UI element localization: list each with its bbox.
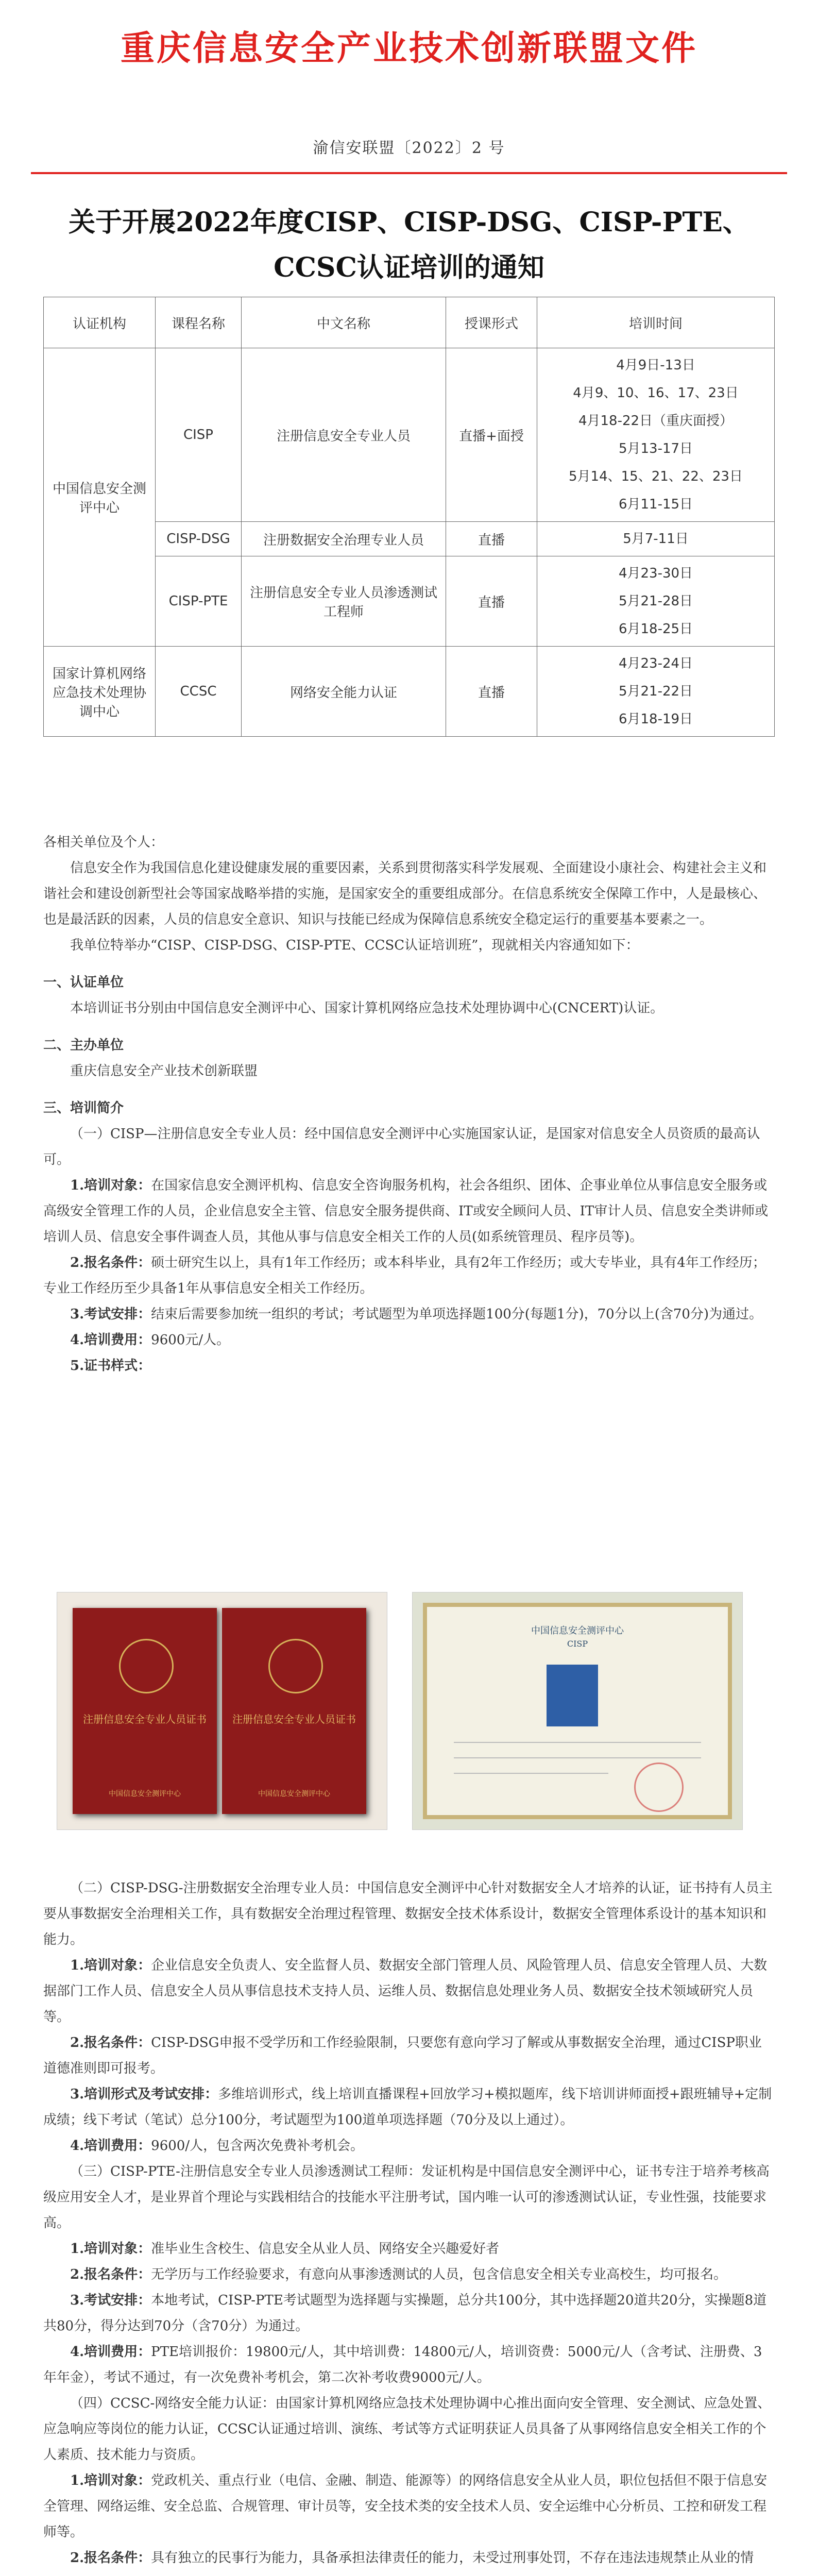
header-org: 重庆信息安全产业技术创新联盟文件	[121, 28, 697, 68]
th-org: 认证机构	[44, 297, 156, 348]
title-line-2: CCSC认证培训的通知	[274, 252, 544, 283]
th-course: 课程名称	[156, 297, 242, 348]
cell-course: CISP-DSG	[156, 522, 242, 556]
cell-mode: 直播	[446, 647, 537, 737]
list-item: 2.报名条件：具有独立的民事行为能力，具备承担法律责任的能力，未受过刑事处罚，不存在违法违规禁止从业的情	[70, 2550, 754, 2566]
cert-left-text: 注册信息安全专业人员证书	[83, 1713, 207, 1725]
cell-name: 网络安全能力认证	[242, 647, 446, 737]
time-item: 5月13-17日	[618, 441, 693, 456]
intro-paragraph-2: 我单位特举办“CISP、CISP-DSG、CISP-PTE、CCSC认证培训班”，现就相关内容通知如下：	[70, 938, 639, 953]
list-item: 3.考试安排：结束后需要参加统一组织的考试；考试题型为单项选择题100分(每题1分)，70分以上(含70分)为通过。	[70, 1307, 763, 1322]
list-item: 2.报名条件：无学历与工作经验要求，有意向从事渗透测试的人员，包含信息安全相关专业高校生，均可报名。	[70, 2267, 727, 2282]
list-item: 1.培训对象：准毕业生含校生、信息安全从业人员、网络安全兴趣爱好者	[70, 2241, 500, 2257]
cisp-certificate-booklets	[57, 1592, 387, 1830]
cert-org: 中国信息安全测评中心	[258, 1790, 330, 1798]
time-item: 4月9日-13日	[616, 358, 695, 373]
body-section-2	[43, 1875, 775, 2576]
dsg-intro: （二）CISP-DSG-注册数据安全治理专业人员：中国信息安全测评中心针对数据安全人才培养的认证，证书持有人员主要从事数据安全治理相关工作，具有数据安全治理过程管理、数据安全技术体系设计，数据安全管理体系设计的基本知识和能力。	[43, 1880, 773, 1947]
section-title: 三、培训简介	[43, 1100, 124, 1116]
th-time: 培训时间	[537, 297, 775, 348]
section-title: 二、主办单位	[43, 1038, 124, 1053]
schedule-table	[43, 297, 775, 737]
doc-number: 渝信安联盟〔2022〕2 号	[313, 139, 505, 157]
list-item: 2.报名条件：CISP-DSG申报不受学历和工作经验限制，只要您有意向学习了解或从事数据安全治理，通过CISP职业道德准则即可报考。	[43, 2035, 762, 2076]
cell-times	[537, 522, 775, 556]
list-item: 4.培训费用：PTE培训报价：19800元/人，其中培训费：14800元/人，培训资费：5000元/人（含考试、注册费、3年年金），考试不通过，有一次免费补考机会，第二次补考收费9000元/人。	[43, 2344, 762, 2385]
pte-intro: （三）CISP-PTE-注册信息安全专业人员渗透测试工程师：发证机构是中国信息安全测评中心，证书专注于培养考核高级应用安全人才，是业界首个理论与实践相结合的技能水平注册考试，国内唯一认可的渗透测试认证，专业性强，技能要求高。	[43, 2164, 770, 2231]
intro-paragraph: 信息安全作为我国信息化建设健康发展的重要因素，关系到贯彻落实科学发展观、全面建设小康社会、构建社会主义和谐社会和建设创新型社会等国家战略举措的实施，是国家安全的重要组成部分。在信息系统安全保障工作中，人是最核心、也是最活跃的因素，人员的信息安全意识、知识与技能已经成为保障信息系统安全稳定运行的重要基本要素之一。	[43, 860, 767, 927]
cert-sub: CISP	[567, 1639, 588, 1649]
cell-mode: 直播	[446, 522, 537, 556]
cisp-certificate-page	[412, 1592, 743, 1830]
time-item: 5月21-22日	[618, 684, 693, 699]
list-item: 3.培训形式及考试安排：多维培训形式，线上培训直播课程+回放学习+模拟题库，线下培训讲师面授+跟班辅导+定制成绩；线下考试（笔试）总分100分，考试题型为100道单项选择题（70分及以上通过）。	[43, 2087, 772, 2128]
cert-photo	[547, 1665, 598, 1726]
cert-title: 中国信息安全测评中心	[531, 1625, 624, 1636]
cell-name: 注册数据安全治理专业人员	[242, 522, 446, 556]
th-mode: 授课形式	[446, 297, 537, 348]
page-title	[0, 200, 818, 291]
table-row	[44, 348, 775, 522]
time-item: 4月9、10、16、17、23日	[573, 385, 739, 401]
cell-course: CCSC	[156, 647, 242, 737]
cell-org-1: 中国信息安全测评中心	[44, 348, 156, 647]
section-title: 一、认证单位	[43, 975, 124, 990]
greeting: 各相关单位及个人：	[43, 835, 164, 850]
list-item: 1.培训对象：在国家信息安全测评机构、信息安全咨询服务机构，社会各组织、团体、企事业单位从事信息安全服务或高级安全管理工作的人员，企业信息安全主管、信息安全服务提供商、IT或安全顾问人员、IT审计人员、信息安全类讲师或培训人员、信息安全事件调查人员，其他从事与信息安全相关工作的人员(如系统管理员、程序员等)。	[43, 1178, 769, 1245]
cell-times	[537, 348, 775, 522]
list-item: 4.培训费用：9600元/人。	[70, 1332, 230, 1348]
time-item: 6月18-19日	[618, 711, 693, 727]
time-item: 5月14、15、21、22、23日	[569, 469, 743, 484]
th-name: 中文名称	[242, 297, 446, 348]
cert-org: 中国信息安全测评中心	[109, 1790, 181, 1798]
list-item: 4.培训费用：9600/人，包含两次免费补考机会。	[70, 2138, 364, 2154]
table-header-row	[44, 297, 775, 348]
cell-org-2: 国家计算机网络应急技术处理协调中心	[44, 647, 156, 737]
body-section-1	[43, 829, 775, 1379]
time-item: 6月18-25日	[618, 621, 693, 637]
cell-times	[537, 556, 775, 647]
cell-name: 注册信息安全专业人员	[242, 348, 446, 522]
cell-mode: 直播	[446, 556, 537, 647]
section-text: 重庆信息安全产业技术创新联盟	[70, 1063, 258, 1079]
list-item: 1.培训对象：党政机关、重点行业（电信、金融、制造、能源等）的网络信息安全从业人员，职位包括但不限于信息安全管理、网络运维、安全总监、合规管理、审计员等，安全技术类的安全技术人员、安全运维中心分析员、工控和研发工程师等。	[43, 2473, 768, 2540]
title-line-1: 关于开展2022年度CISP、CISP-DSG、CISP-PTE、	[69, 207, 749, 238]
list-item: 3.考试安排：本地考试，CISP-PTE考试题型为选择题与实操题，总分共100分，其中选择题20道共20分，实操题8道共80分，得分达到70分（含70分）为通过。	[43, 2293, 767, 2334]
cell-course: CISP	[156, 348, 242, 522]
seal-icon	[634, 1762, 684, 1812]
cisp-intro: （一）CISP—注册信息安全专业人员：经中国信息安全测评中心实施国家认证，是国家对信息安全人员资质的最高认可。	[43, 1126, 760, 1167]
cell-mode: 直播+面授	[446, 348, 537, 522]
list-item: 2.报名条件：硕士研究生以上，具有1年工作经历；或本科毕业，具有2年工作经历；或大专毕业，具有4年工作经历；专业工作经历至少具备1年从事信息安全相关工作经历。	[43, 1255, 766, 1296]
cell-times	[537, 647, 775, 737]
time-item: 4月23-30日	[618, 566, 693, 581]
header-divider	[31, 172, 787, 174]
cell-name: 注册信息安全专业人员渗透测试工程师	[242, 556, 446, 647]
time-item: 5月21-28日	[618, 594, 693, 609]
time-item: 4月18-22日（重庆面授）	[578, 413, 734, 429]
cert-right-text: 注册信息安全专业人员证书	[232, 1713, 356, 1725]
time-item: 5月7-11日	[623, 531, 689, 547]
time-item: 4月23-24日	[618, 656, 693, 671]
ccsc-intro: （四）CCSC-网络安全能力认证：由国家计算机网络应急技术处理协调中心推出面向安全管理、安全测试、应急处置、应急响应等岗位的能力认证，CCSC认证通过培训、演练、考试等方式证明获证人员具备了从事网络信息安全相关工作的个人素质、技术能力与资质。	[43, 2396, 771, 2463]
list-item: 5.证书样式：	[70, 1358, 151, 1374]
table-row	[44, 647, 775, 737]
section-text: 本培训证书分别由中国信息安全测评中心、国家计算机网络应急技术处理协调中心(CNCERT)认证。	[70, 1001, 664, 1016]
list-item: 1.培训对象：企业信息安全负责人、安全监督人员、数据安全部门管理人员、风险管理人员、信息安全管理人员、大数据部门工作人员、信息安全人员从事信息技术支持人员、运维人员、数据信息处理业务人员、数据安全技术领域研究人员等。	[43, 1958, 768, 2025]
cell-course: CISP-PTE	[156, 556, 242, 647]
time-item: 6月11-15日	[618, 497, 693, 512]
